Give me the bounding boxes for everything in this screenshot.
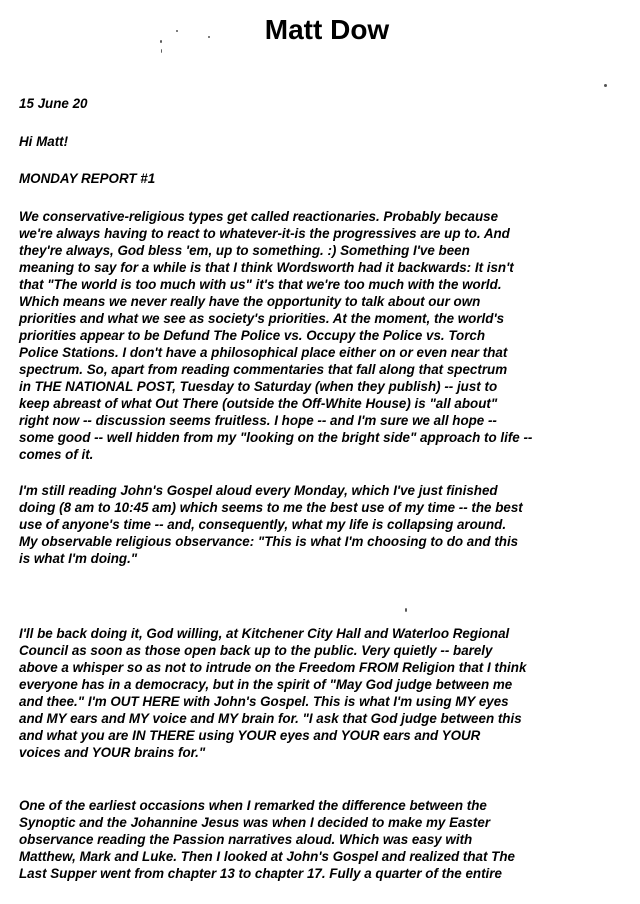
paragraph-line: Council as soon as those open back up to the public. Very quietly -- barely — [19, 643, 493, 658]
paragraph-line: My observable religious observance: "This is what I'm choosing to do and this — [19, 534, 519, 549]
paragraph-line: I'm still reading John's Gospel aloud every Monday, which I've just finished — [19, 483, 498, 498]
paragraph-line: use of anyone's time -- and, consequently, what my life is collapsing around. — [19, 517, 507, 532]
paragraph-line: in THE NATIONAL POST, Tuesday to Saturday (when they publish) -- just to — [19, 379, 498, 394]
paragraph-line: keep abreast of what Out There (outside the Off-White House) is "all about" — [19, 396, 498, 411]
greeting: Hi Matt! — [19, 134, 69, 149]
paragraph-line: comes of it. — [19, 447, 94, 462]
paragraph-line: One of the earliest occasions when I remarked the difference between the — [19, 798, 487, 813]
paragraph-line: priorities appear to be Defund The Police vs. Occupy the Police vs. Torch — [19, 328, 486, 343]
scan-speck — [160, 40, 162, 43]
paragraph-line: We conservative-religious types get called reactionaries. Probably because — [19, 209, 499, 224]
paragraph-line: observance reading the Passion narratives aloud. Which was easy with — [19, 832, 473, 847]
paragraph-line: I'll be back doing it, God willing, at Kitchener City Hall and Waterloo Regional — [19, 626, 510, 641]
paragraph-line: is what I'm doing." — [19, 551, 138, 566]
paragraph-line: meaning to say for a while is that I think Wordsworth had it backwards: It isn't — [19, 260, 514, 275]
paragraph-line: and what you are IN THERE using YOUR eyes and YOUR ears and YOUR — [19, 728, 481, 743]
paragraph-line: and thee." I'm OUT HERE with John's Gospel. This is what I'm using MY eyes — [19, 694, 509, 709]
paragraph-line: right now -- discussion seems fruitless. I hope -- and I'm sure we all hope -- — [19, 413, 497, 428]
document-date: 15 June 20 — [19, 96, 88, 111]
page-title: Matt Dow — [264, 14, 390, 45]
paragraph-line: Police Stations. I don't have a philosophical place either on or even near that — [19, 345, 508, 360]
scan-speck — [604, 84, 607, 87]
paragraph-line: priorities and what we see as society's priorities. At the moment, the world's — [19, 311, 505, 326]
paragraph-line: some good -- well hidden from my "looking on the bright side" approach to life -- — [19, 430, 533, 445]
paragraph-line: voices and YOUR brains for." — [19, 745, 206, 760]
paragraph-line: doing (8 am to 10:45 am) which seems to me the best use of my time -- the best — [19, 500, 523, 515]
scan-speck — [161, 49, 162, 53]
report-title: MONDAY REPORT #1 — [19, 171, 156, 186]
paragraph-line: Last Supper went from chapter 13 to chapter 17. Fully a quarter of the entire — [19, 866, 502, 881]
scan-speck — [176, 30, 178, 32]
paragraph-line: Which means we never really have the opportunity to talk about our own — [19, 294, 481, 309]
paragraph-line: Matthew, Mark and Luke. Then I looked at John's Gospel and realized that The — [19, 849, 515, 864]
paragraph-line: spectrum. So, apart from reading commentaries that fall along that spectrum — [19, 362, 508, 377]
paragraph-line: Synoptic and the Johannine Jesus was when I decided to make my Easter — [19, 815, 491, 830]
paragraph-line: above a whisper so as not to intrude on the Freedom FROM Religion that I think — [19, 660, 527, 675]
paragraph-line: they're always, God bless 'em, up to something. :) Something I've been — [19, 243, 470, 258]
paragraph-line: we're always having to react to whatever-it-is the progressives are up to. And — [19, 226, 510, 241]
scan-speck — [405, 608, 407, 612]
paragraph-line: and MY ears and MY voice and MY brain for. "I ask that God judge between this — [19, 711, 522, 726]
scan-speck — [208, 36, 210, 38]
paragraph-line: that "The world is too much with us" it's that we're too much with the world. — [19, 277, 502, 292]
paragraph-line: everyone has in a democracy, but in the spirit of "May God judge between me — [19, 677, 513, 692]
